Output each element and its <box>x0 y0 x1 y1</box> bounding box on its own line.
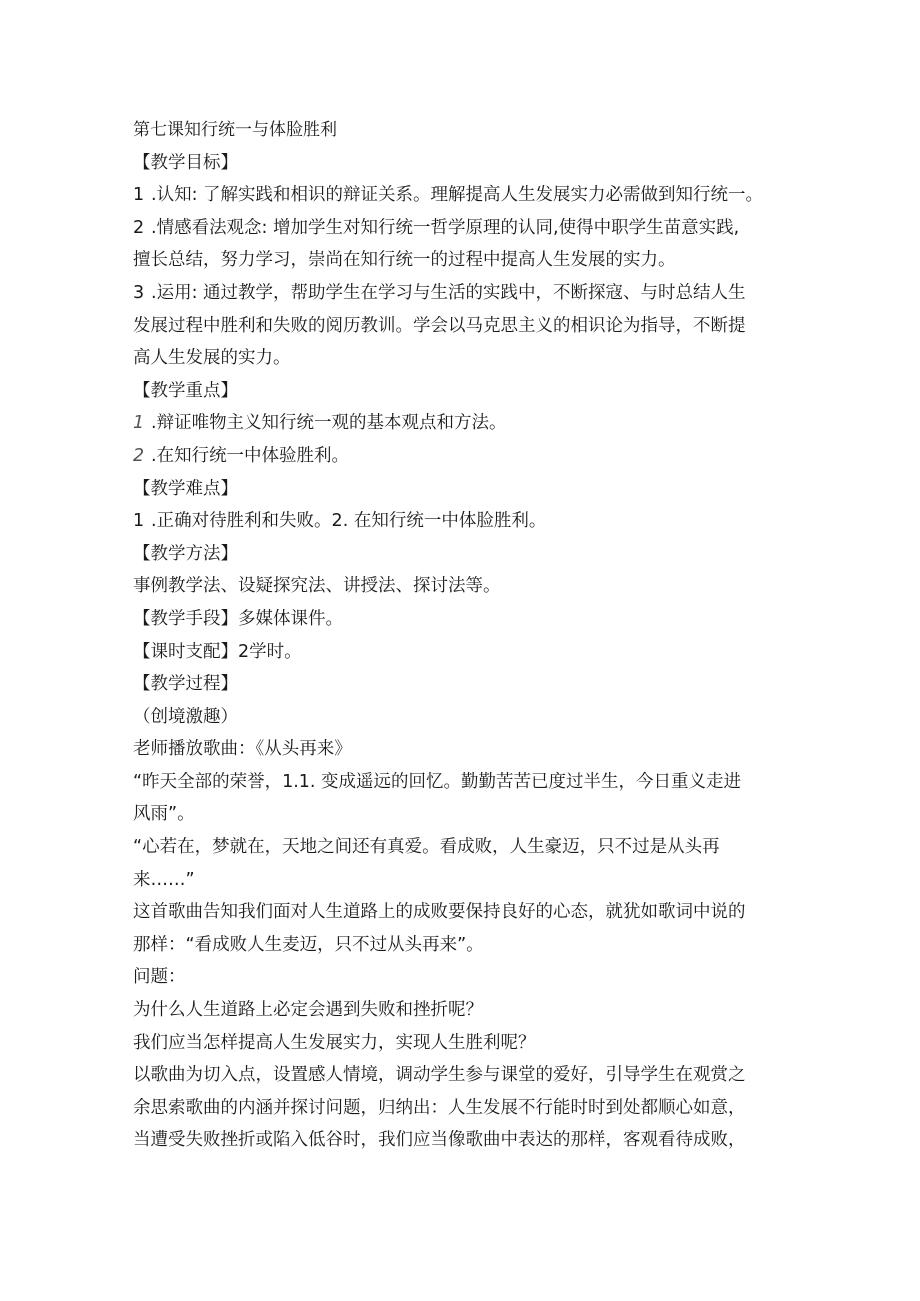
objective-item-2 <box>133 212 793 245</box>
paragraph-line: 发展过程中胜利和失败的阅历教训。学会以马克思主义的相识论为指导，不断提 <box>133 315 746 336</box>
paragraph-line: 老师播放歌曲：《从头再来》 <box>133 739 352 760</box>
teaching-means-line: 【教学手段】多媒体课件。 <box>133 608 343 629</box>
item-text: .在知行统一中体验胜利。 <box>151 445 350 466</box>
item-text: .辩证唯物主义知行统一观的基本观点和方法。 <box>151 413 507 434</box>
document-title: 第七课知行统一与体脸胜利 <box>133 120 337 140</box>
paragraph-line: 这首歌曲告知我们面对人生道路上的成败要保持良好的心态，就犹如歌词中说的 <box>133 902 746 923</box>
item-text: .认知: 了解实践和相识的辩证关系。理解提高人生发展实力必需做到知行统一。 <box>151 185 764 206</box>
lyric-line: “心若在，梦就在，天地之间还有真爱。看成败，人生豪迈，只不过是从头再 <box>133 837 720 858</box>
section-heading-methods: 【教学方法】 <box>133 543 238 564</box>
section-heading-objectives: 【教学目标】 <box>133 152 238 173</box>
item-number: 3 <box>133 282 145 303</box>
item-text: .正确对待胜利和失败。2. 在知行统一中体脸胜利。 <box>151 511 547 532</box>
key-point-item-1 <box>133 407 793 440</box>
question-line: 我们应当怎样提高人生发展实力，实现人生胜利呢？ <box>133 1032 536 1053</box>
objective-item-1 <box>133 179 793 212</box>
document-page <box>133 114 793 1157</box>
paragraph-line: 当遭受失败挫折或陷入低谷时，我们应当像歌曲中表达的那样，客观看待成败， <box>133 1130 746 1151</box>
item-text: .运用: 通过教学，帮助学生在学习与生活的实践中，不断探寇、与时总结人生 <box>151 282 746 303</box>
item-text: .情感看法观念: 增加学生对知行统一哲学原理的认同,使得中职学生苗意实践, <box>151 217 740 238</box>
class-hours-line: 【课时支配】2学时。 <box>133 641 302 662</box>
item-number: 1 <box>133 511 145 532</box>
section-heading-difficulties: 【教学难点】 <box>133 478 238 499</box>
paragraph-line: 那样：“看成败人生麦迈，只不过从头再来”。 <box>133 934 484 955</box>
lyric-line: “昨天全部的荣誉，1.1. 变成遥远的回忆。勤勤苦苦已度过半生，今日重义走进 <box>133 771 742 792</box>
lyric-line: 来……” <box>133 869 195 890</box>
paragraph-line: 余思索歌曲的内涵并探讨问题，归纳出：人生发展不行能时时到处都顺心如意， <box>133 1097 746 1118</box>
item-number: 1 <box>133 413 145 434</box>
objective-item-3 <box>133 277 793 310</box>
lyric-line: 风雨”。 <box>133 804 195 825</box>
key-point-item-2 <box>133 440 793 473</box>
difficulty-item-1 <box>133 505 793 538</box>
section-heading-key-points: 【教学重点】 <box>133 380 238 401</box>
paragraph-line: 事例教学法、设疑探究法、讲授法、探讨法等。 <box>133 576 501 597</box>
subsection-label: （创境激趣） <box>133 706 238 727</box>
paragraph-line: 以歌曲为切入点，设置感人情境，调动学生参与课堂的爱好，引导学生在观赏之 <box>133 1065 746 1086</box>
item-number: 2 <box>133 217 145 238</box>
item-number: 1 <box>133 185 145 206</box>
question-line: 为什么人生道路上必定会遇到失败和挫折呢？ <box>133 1000 483 1021</box>
paragraph-line: 擅长总结，努力学习，崇尚在知行统一的过程中提高人生发展的实力。 <box>133 250 676 271</box>
paragraph-line: 高人生发展的实力。 <box>133 348 291 369</box>
item-number: 2 <box>133 445 145 466</box>
section-heading-process: 【教学过程】 <box>133 674 238 695</box>
question-label: 问题： <box>133 967 186 988</box>
